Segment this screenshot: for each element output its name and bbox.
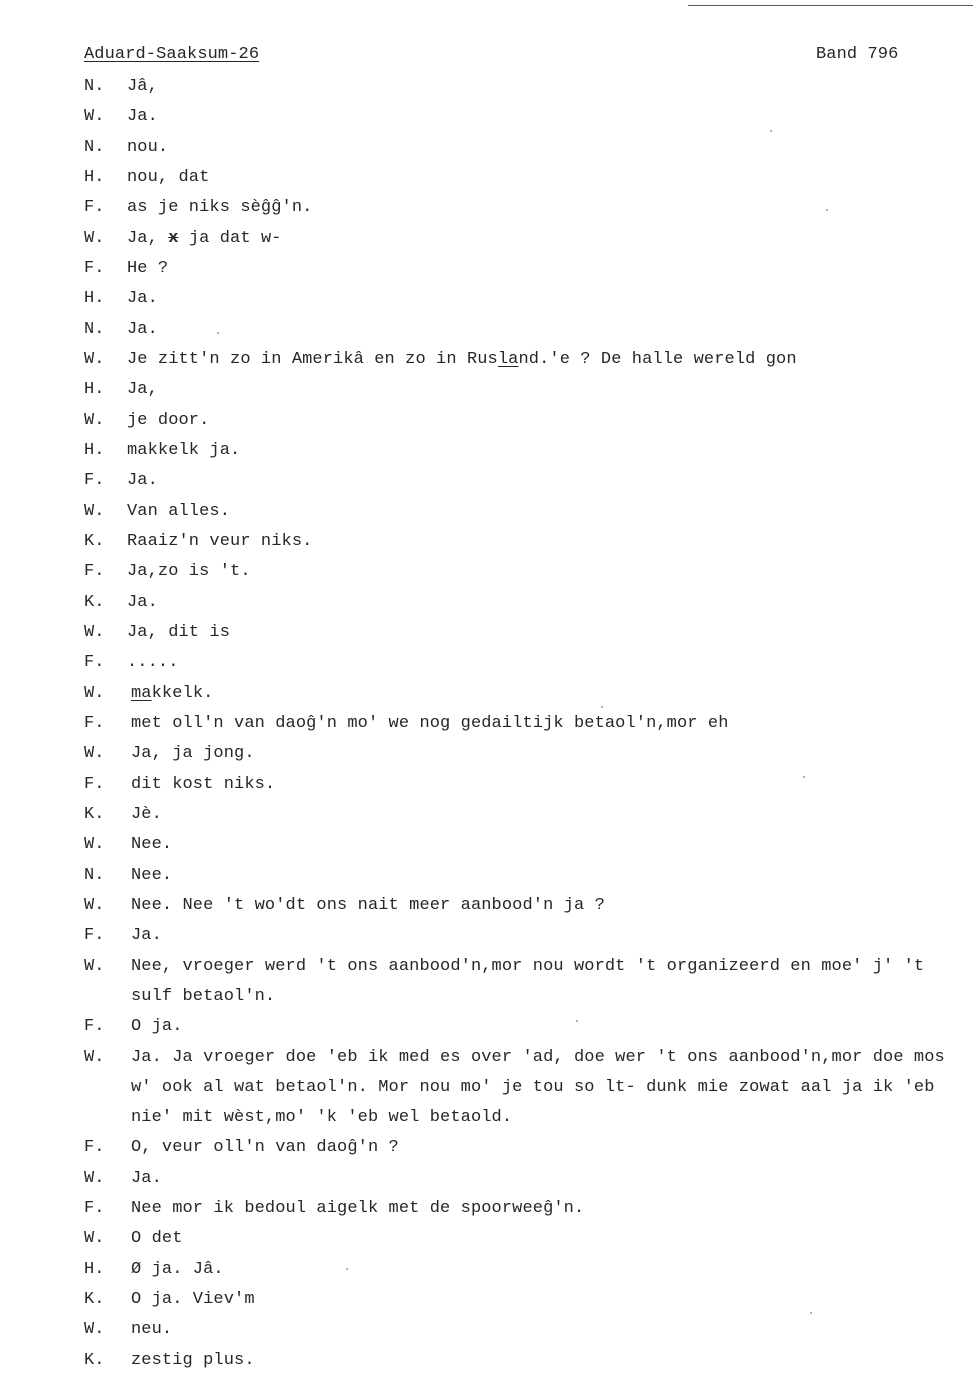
speaker-label: F. (84, 1017, 105, 1037)
speaker-label: N. (84, 137, 105, 157)
speaker-label: K. (84, 531, 105, 551)
transcript-line (84, 315, 973, 345)
speaker-label: H. (84, 289, 105, 309)
transcript-line (84, 557, 973, 587)
utterance-text: O ja. (131, 1017, 183, 1037)
transcript-line (84, 284, 973, 314)
speaker-label: H. (84, 167, 105, 187)
utterance-text: Ja, dit is (127, 622, 231, 642)
page-header (84, 42, 944, 68)
utterance-segment: Ja, (127, 228, 169, 248)
utterance-text: Ja. (127, 592, 158, 612)
utterance-text: Nee, vroeger werd 't ons aanbood'n,mor nou wordt 't organizeerd en moe' j' 't (131, 956, 925, 976)
utterance-text: ..... (127, 653, 179, 673)
speaker-label: W. (84, 349, 105, 369)
transcript-line (84, 436, 973, 466)
utterance-text: Ja. (131, 926, 162, 946)
transcript-line (84, 1043, 973, 1073)
document-title: Aduard-Saaksum-26 (84, 45, 260, 64)
speaker-label: N. (84, 319, 105, 339)
paper-speck (346, 1268, 348, 1270)
speaker-label: H. (84, 440, 105, 460)
utterance-text: sulf betaol'n. (131, 986, 276, 1006)
transcript-line (84, 1133, 973, 1163)
utterance-text: Ja. (127, 471, 158, 491)
utterance-text: Jè. (131, 804, 162, 824)
speaker-label: W. (84, 501, 105, 521)
transcript-line (84, 648, 973, 678)
speaker-label: N. (84, 77, 105, 96)
utterance-text: Ja. (127, 319, 158, 339)
paper-speck (826, 209, 828, 211)
utterance-text: Nee mor ik bedoul aigelk met de spoorweeĝ'n. (131, 1199, 585, 1219)
transcript-line (84, 952, 973, 982)
transcript-line (84, 1164, 973, 1194)
speaker-label: F. (84, 713, 105, 733)
speaker-label: W. (84, 1047, 105, 1067)
transcript-line (84, 406, 973, 436)
transcript-line (84, 588, 973, 618)
transcript-line (84, 133, 973, 163)
speaker-label: H. (84, 1259, 105, 1279)
speaker-label: W. (84, 1229, 105, 1249)
speaker-label: W. (84, 228, 105, 248)
transcript-line (84, 618, 973, 648)
transcript-line (84, 1194, 973, 1224)
speaker-label: F. (84, 926, 105, 946)
utterance-text: je door. (127, 410, 210, 430)
paper-speck (803, 776, 805, 778)
utterance-segment: nd.'e ? De halle wereld gon (518, 349, 797, 369)
transcript-line (84, 921, 973, 951)
utterance-text: Ja. Ja vroeger doe 'eb ik med es over 'ad, doe wer 't ons aanbood'n,mor doe mos (131, 1047, 945, 1067)
utterance-text: Ja, (127, 380, 158, 400)
transcript-line (84, 800, 973, 830)
paper-speck (601, 706, 603, 708)
speaker-label: W. (84, 410, 105, 430)
utterance-text: neu. (131, 1320, 173, 1340)
transcript-line-continuation (84, 1073, 973, 1103)
transcript-line (84, 1315, 973, 1345)
utterance-text: Ja,zo is 't. (127, 562, 251, 582)
transcript-line (84, 861, 973, 891)
transcript-line (84, 1224, 973, 1254)
top-rule (688, 5, 973, 6)
transcript-line (84, 739, 973, 769)
transcript-line (84, 1255, 973, 1285)
transcript-line (84, 1012, 973, 1042)
speaker-label: K. (84, 1350, 105, 1370)
paper-speck (770, 130, 772, 132)
speaker-label: F. (84, 562, 105, 582)
underlined-segment: la (497, 349, 519, 369)
speaker-label: W. (84, 895, 105, 915)
speaker-label: W. (84, 107, 105, 127)
utterance-text (131, 679, 213, 709)
utterance-text: O ja. Viev'm (131, 1290, 255, 1310)
speaker-label: W. (84, 744, 105, 764)
paper-speck (576, 1020, 578, 1022)
speaker-label: N. (84, 865, 105, 885)
utterance-text: Nee. (131, 835, 173, 855)
speaker-label: K. (84, 804, 105, 824)
speaker-label: F. (84, 471, 105, 491)
utterance-text: met oll'n van daoĝ'n mo' we nog gedailtijk betaol'n,mor eh (131, 713, 729, 733)
utterance-text: Jâ, (127, 77, 158, 96)
speaker-label: W. (84, 1168, 105, 1188)
transcript-line (84, 163, 973, 193)
utterance-text: Ja. (131, 1168, 162, 1188)
underlined-segment: ma (131, 683, 152, 703)
speaker-label: F. (84, 1138, 105, 1158)
transcript-line (84, 102, 973, 132)
transcript-line (84, 830, 973, 860)
utterance-text (127, 224, 282, 254)
utterance-text: Ø ja. Jâ. (131, 1259, 224, 1279)
transcript-line (84, 345, 973, 375)
utterance-text: nou. (127, 137, 169, 157)
transcript-line (84, 497, 973, 527)
transcript-line (84, 224, 973, 254)
utterance-text: Ja, ja jong. (131, 744, 255, 764)
speaker-label: F. (84, 774, 105, 794)
transcript-line (84, 770, 973, 800)
utterance-text: nou, dat (127, 167, 210, 187)
transcript-line (84, 527, 973, 557)
utterance-text: Van alles. (127, 501, 231, 521)
utterance-text: Nee. (131, 865, 173, 885)
transcript-line (84, 193, 973, 223)
utterance-segment: Je zitt'n zo in Amerikâ en zo in Rus (127, 349, 498, 369)
utterance-text (127, 345, 797, 375)
speaker-label: W. (84, 956, 105, 976)
transcript-line-continuation (84, 982, 973, 1012)
transcript (84, 72, 973, 1376)
speaker-label: W. (84, 835, 105, 855)
transcript-line (84, 466, 973, 496)
utterance-text: makkelk ja. (127, 440, 241, 460)
utterance-segment: kkelk. (151, 683, 214, 703)
speaker-label: W. (84, 1320, 105, 1340)
band-number: Band 796 (816, 45, 899, 64)
utterance-text: Ja. (127, 289, 158, 309)
speaker-label: W. (84, 683, 105, 703)
paper-speck (217, 332, 219, 334)
speaker-label: F. (84, 258, 105, 278)
speaker-label: K. (84, 592, 105, 612)
utterance-text: dit kost niks. (131, 774, 276, 794)
transcript-line-continuation (84, 1103, 973, 1133)
speaker-label: F. (84, 1199, 105, 1219)
utterance-text: Raaiz'n veur niks. (127, 531, 313, 551)
speaker-label: K. (84, 1290, 105, 1310)
utterance-text: He ? (127, 258, 169, 278)
transcript-line (84, 254, 973, 284)
utterance-text: nie' mit wèst,mo' 'k 'eb wel betaold. (131, 1108, 513, 1128)
transcript-line (84, 1285, 973, 1315)
transcript-line (84, 709, 973, 739)
speaker-label: W. (84, 622, 105, 642)
speaker-label: H. (84, 380, 105, 400)
utterance-text: O, veur oll'n van daoĝ'n ? (131, 1138, 399, 1158)
speaker-label: F. (84, 653, 105, 673)
transcript-line (84, 1346, 973, 1376)
utterance-segment: ja dat w- (178, 228, 282, 248)
speaker-label: F. (84, 198, 105, 218)
utterance-text: w' ook al wat betaol'n. Mor nou mo' je tou so lt- dunk mie zowat aal ja ik 'eb (131, 1077, 935, 1097)
utterance-text: O det (131, 1229, 183, 1249)
transcript-line (84, 679, 973, 709)
utterance-text: Ja. (127, 107, 158, 127)
transcript-line (84, 375, 973, 405)
transcript-line (84, 72, 973, 102)
utterance-text: as je niks sèĝĝ'n. (127, 198, 313, 218)
struck-out-character: x (168, 228, 179, 248)
utterance-text: zestig plus. (131, 1350, 255, 1370)
paper-speck (810, 1312, 812, 1314)
transcript-line (84, 891, 973, 921)
utterance-text: Nee. Nee 't wo'dt ons nait meer aanbood'n ja ? (131, 895, 605, 915)
